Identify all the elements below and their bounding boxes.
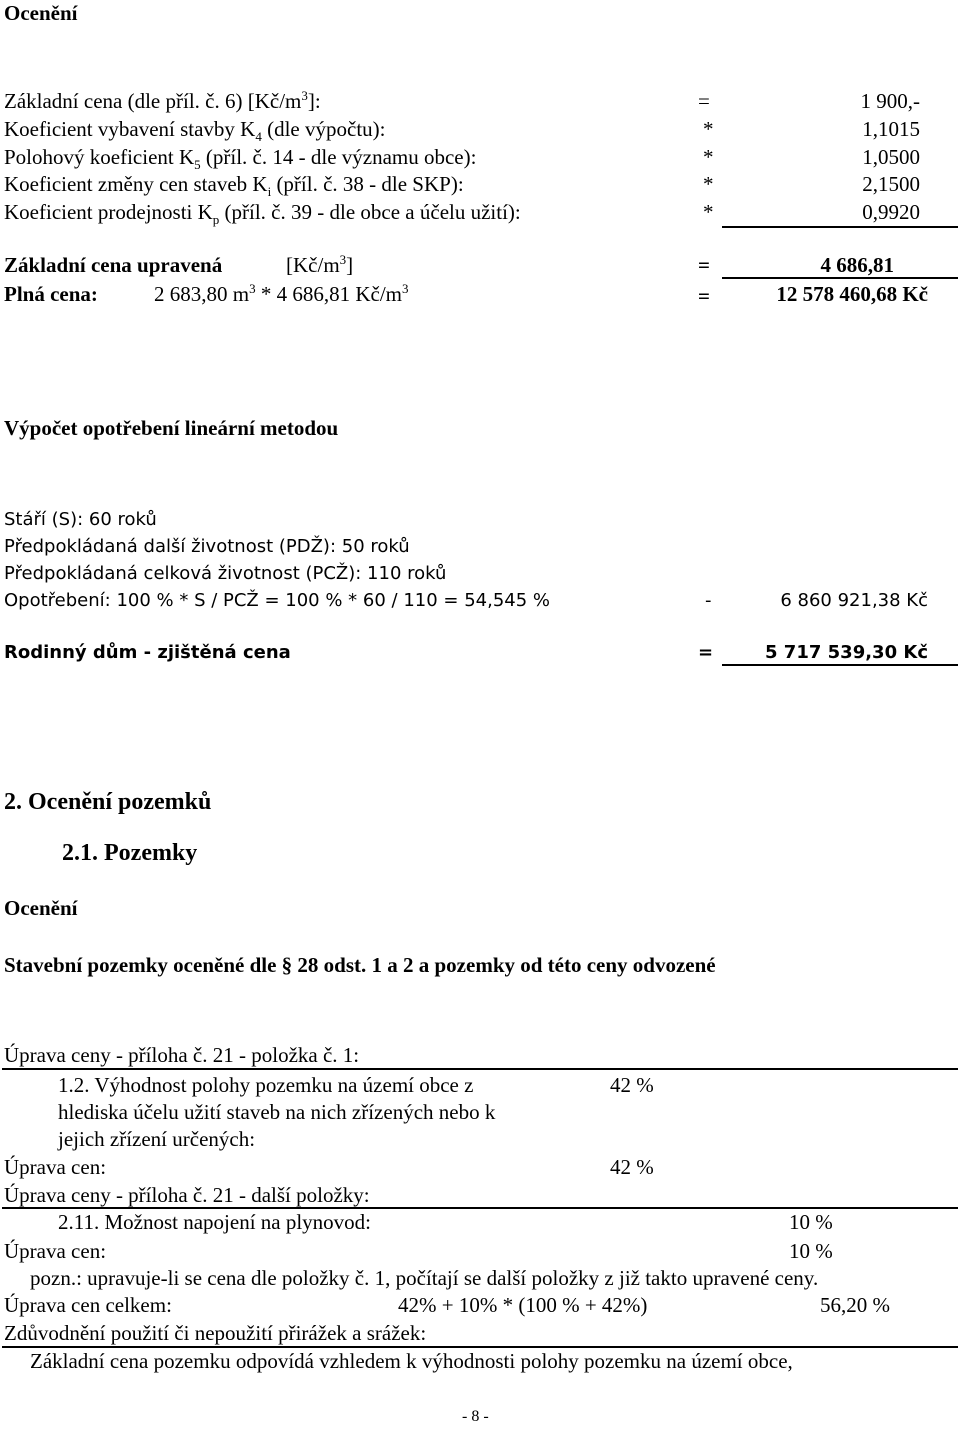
wear-line: Opotřebení: 100 % * S / PCŽ = 100 % * 60 / 110 = 54,545 % (4, 590, 551, 611)
age-line: Stáří (S): 60 roků (4, 509, 157, 530)
k5-value: 1,0500 (862, 145, 920, 169)
total-adj-label: Úprava cen celkem: (4, 1293, 172, 1317)
k5-op: * (703, 145, 714, 169)
page-heading: Ocenění (4, 1, 78, 25)
adj1-value: 42 % (610, 1155, 654, 1179)
justification-title: Zdůvodnění použití či nepoužití přirážek a srážek: (4, 1321, 427, 1345)
adj1-title: Úprava ceny - příloha č. 21 - položka č. 1: (4, 1043, 360, 1067)
base-price-label: Základní cena (dle příl. č. 6) $[Kč/m^3]$: (4, 88, 321, 113)
land-subsection-title: 2.1. Pozemky (62, 840, 198, 866)
adjusted-value: 4 686,81 (820, 253, 894, 277)
adj1-rule (2, 1068, 958, 1070)
house-result-label: Rodinný dům - zjištěná cena (4, 642, 291, 663)
total-adj-formula: 42% + 10% * (100 % + 42%) (398, 1293, 648, 1317)
k5-label: Polohový koeficient $K_5$ (příl. č. 14 - dle významu obce): (4, 145, 477, 173)
adjusted-label: Základní cena upravená (4, 253, 223, 277)
land-note: pozn.: upravuje-li se cena dle položky č. 1, počítají se další položky z již takto upravené ceny. (30, 1266, 819, 1290)
land-section-title: 2. Ocenění pozemků (4, 789, 212, 815)
base-price-op: = (698, 89, 710, 113)
ki-label: Koeficient změny cen staveb $K_i$ (příl. č. 38 - dle SKP): (4, 172, 464, 200)
full-price-op: = (698, 284, 710, 308)
page-number: - 8 - (462, 1408, 489, 1425)
ki-op: * (703, 172, 714, 196)
ki-value: 2,1500 (862, 172, 920, 196)
item12-line2: hlediska účelu užití staveb na nich zřízených nebo k (58, 1100, 496, 1124)
adj2-value: 10 % (789, 1239, 833, 1263)
full-price-value: 12 578 460,68 Kč (776, 282, 928, 306)
kp-op: * (703, 200, 714, 224)
total-life-line: Předpokládaná celková životnost (PCŽ): 110 roků (4, 563, 447, 584)
remaining-life-line: Předpokládaná další životnost (PDŽ): 50 roků (4, 536, 410, 557)
land-oceneni-heading: Ocenění (4, 896, 78, 920)
house-result-value: 5 717 539,30 Kč (765, 642, 928, 663)
item12-line3: jejich zřízení určených: (58, 1127, 256, 1151)
k4-label: Koeficient vybavení stavby $K_4$ (dle výpočtu): (4, 117, 386, 145)
full-price-formula: 2 683,80 $m^3 * 4$ 686,81 $Kč/m^3$ (154, 281, 409, 306)
total-adj-value: 56,20 % (820, 1293, 890, 1317)
sum-rule (722, 226, 958, 228)
adj2-title: Úprava ceny - příloha č. 21 - další položky: (4, 1183, 370, 1207)
k4-value: 1,1015 (862, 117, 920, 141)
adjusted-rule (722, 277, 958, 279)
wear-value: 6 860 921,38 Kč (780, 590, 928, 611)
kp-label: Koeficient prodejnosti $K_p$ (příl. č. 39 - dle obce a účelu užití): (4, 200, 521, 228)
item12-line1: 1.2. Výhodnost polohy pozemku na území obce z (58, 1073, 474, 1097)
house-result-op: = (698, 642, 714, 663)
item211-label: 2.11. Možnost napojení na plynovod: (58, 1210, 372, 1234)
k4-op: * (703, 117, 714, 141)
item211-value: 10 % (789, 1210, 833, 1234)
adj1-label: Úprava cen: (4, 1155, 107, 1179)
depreciation-title: Výpočet opotřebení lineární metodou (4, 416, 339, 440)
justification-text: Základní cena pozemku odpovídá vzhledem k výhodnosti polohy pozemku na území obce, (30, 1349, 793, 1373)
adjusted-op: = (698, 253, 710, 277)
land-subheading: Stavební pozemky oceněné dle § 28 odst. 1 a 2 a pozemky od této ceny odvozené (4, 953, 716, 977)
adjusted-unit: $[Kč/m^3]$ (286, 252, 354, 277)
full-price-label: Plná cena: (4, 282, 98, 306)
adj2-label: Úprava cen: (4, 1239, 107, 1263)
wear-op: - (705, 590, 712, 611)
house-result-rule (722, 664, 958, 666)
item12-value: 42 % (610, 1073, 654, 1097)
base-price-value: 1 900,- (860, 89, 920, 113)
kp-value: 0,9920 (862, 200, 920, 224)
